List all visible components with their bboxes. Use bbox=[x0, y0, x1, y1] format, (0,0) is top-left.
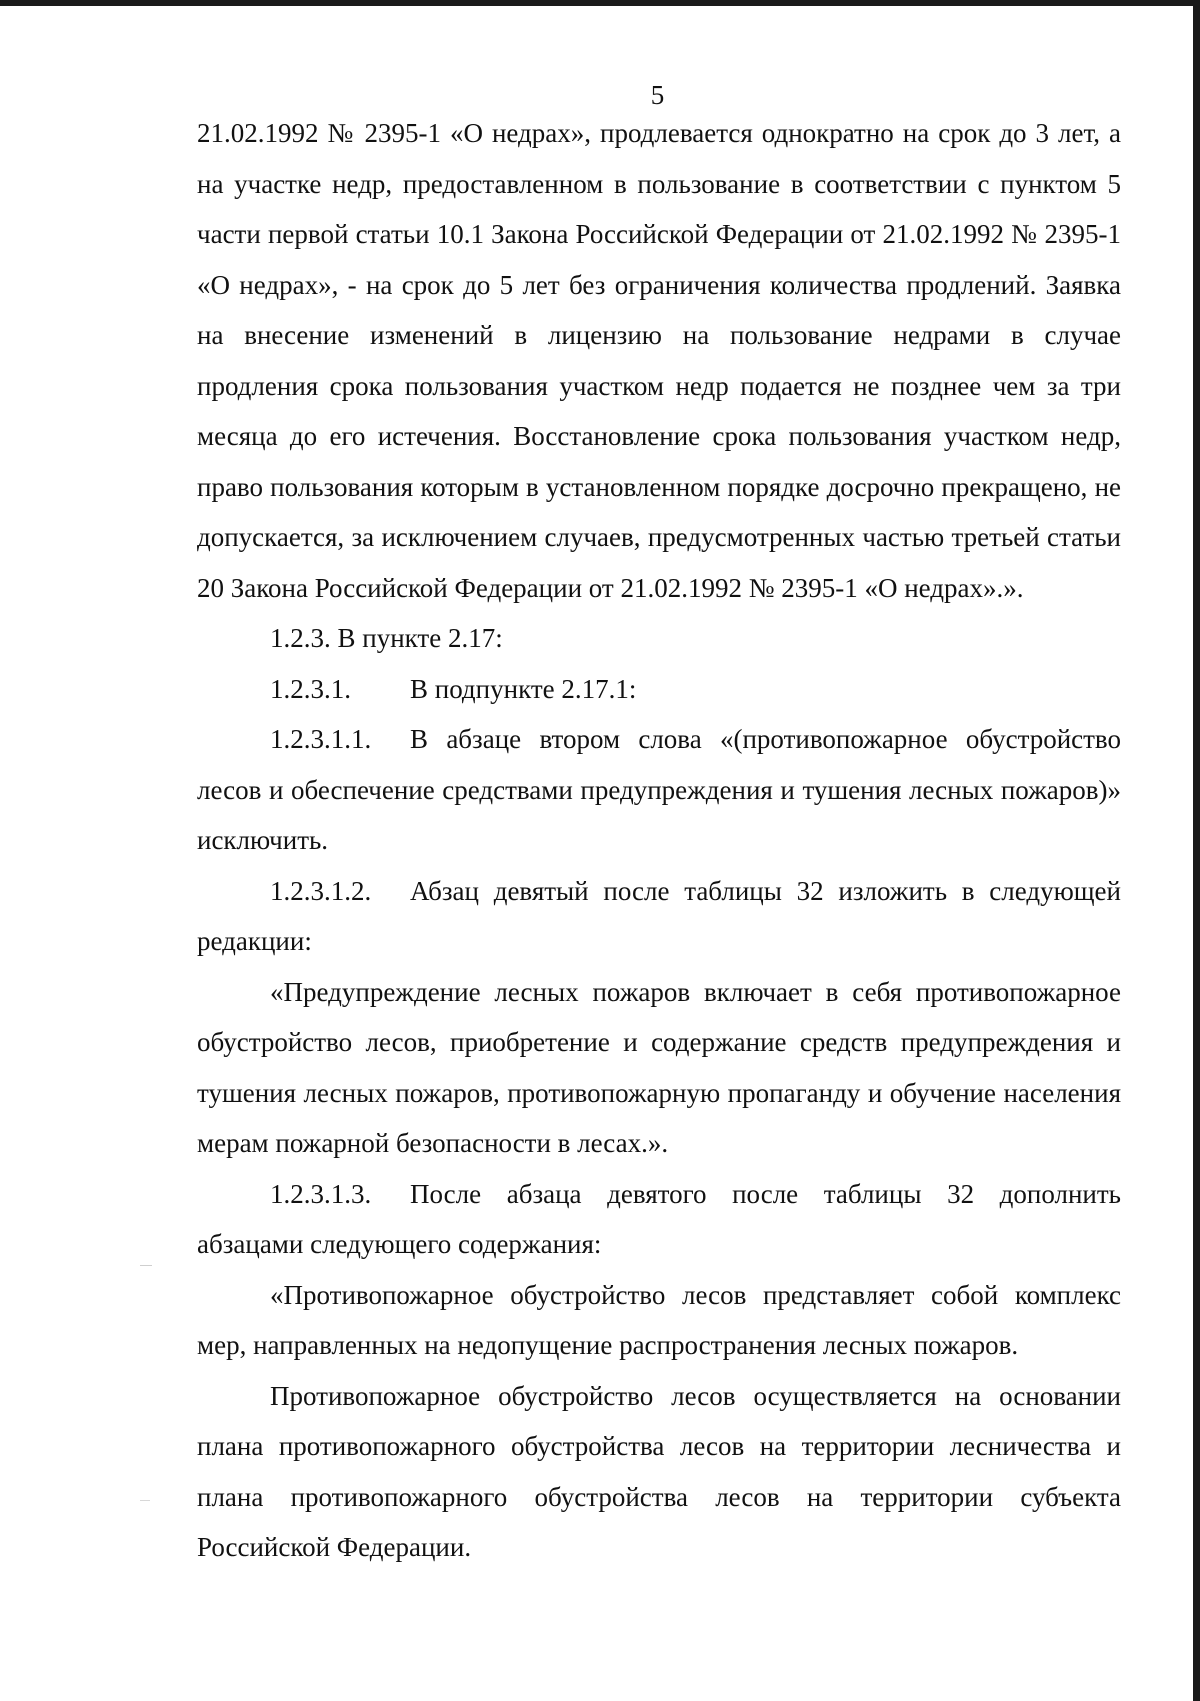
paragraph-clause-1-2-3-1-3 bbox=[197, 1169, 1121, 1270]
clause-text-rest: лесов и обеспечение средствами предупреждения и тушения лесных пожаров)» исключить. bbox=[197, 774, 1121, 855]
clause-number: 1.2.3.1.2. bbox=[270, 875, 372, 906]
clause-text: В подпункте 2.17.1: bbox=[410, 673, 637, 704]
paragraph-fire-arrangement-plan: Противопожарное обустройство лесов осуществляется на основании плана противопожарного обустройства лесов на территории лесничества и плана противопожарного обустройства лесов на территории субъекта Российской Федерации. bbox=[197, 1380, 1121, 1562]
paragraph-clause-1-2-3-1 bbox=[197, 664, 1121, 715]
paragraph-continuation: 21.02.1992 № 2395-1 «О недрах», продлевается однократно на срок до 3 лет, а на участке недр, предоставленном в пользование в соответствии с пунктом 5 части первой статьи 10.1 Закона Российской Федерации от 21.02.1992 № 2395-1 «О недрах», - на срок до 5 лет без ограничения количества продлений. Заявка на внесение изменений в лицензию на пользование недрами в случае продления срока пользования участком недр подается не позднее чем за три месяца до его истечения. Восстановление срока пользования участком недр, право пользования которым в установленном порядке досрочно прекращено, не допускается, за исключением случаев, предусмотренных частью третьей статьи 20 Закона Российской Федерации от 21.02.1992 № 2395-1 «О недрах».». bbox=[197, 118, 1121, 603]
clause-text-rest: редакции: bbox=[197, 926, 312, 956]
scan-border-top bbox=[0, 0, 1200, 6]
paragraph-clause-1-2-3-1-1 bbox=[197, 714, 1121, 866]
clause-number: 1.2.3.1.1. bbox=[270, 724, 372, 754]
scan-artifact bbox=[140, 1265, 152, 1266]
clause-number: 1.2.3.1.3. bbox=[270, 1178, 372, 1209]
clause-text-rest: абзацами следующего содержания: bbox=[197, 1229, 602, 1259]
paragraph-clause-1-2-3-1-2 bbox=[197, 866, 1121, 967]
scan-artifact bbox=[140, 1500, 150, 1501]
paragraph-quoted-prevention: «Предупреждение лесных пожаров включает в себя противопожарное обустройство лесов, приобретение и содержание средств предупреждения и тушения лесных пожаров, противопожарную пропаганду и обучение населения мерам пожарной безопасности в лесах.». bbox=[197, 976, 1121, 1158]
clause-text-first-line: Абзац девятый после таблицы 32 изложить в следующей bbox=[410, 875, 1121, 906]
clause-number: 1.2.3.1. bbox=[270, 673, 351, 704]
document-body bbox=[197, 108, 1121, 1573]
paragraph-clause-1-2-3: 1.2.3. В пункте 2.17: bbox=[270, 623, 503, 653]
page-number: 5 bbox=[650, 80, 665, 110]
clause-text-first-line: В абзаце втором слова «(противопожарное обустройство bbox=[410, 724, 1121, 754]
paragraph-quoted-fire-arrangement: «Противопожарное обустройство лесов представляет собой комплекс мер, направленных на недопущение распространения лесных пожаров. bbox=[197, 1279, 1121, 1360]
clause-text-first-line: После абзаца девятого после таблицы 32 дополнить bbox=[410, 1178, 1121, 1209]
scan-border-right bbox=[1193, 0, 1200, 1701]
